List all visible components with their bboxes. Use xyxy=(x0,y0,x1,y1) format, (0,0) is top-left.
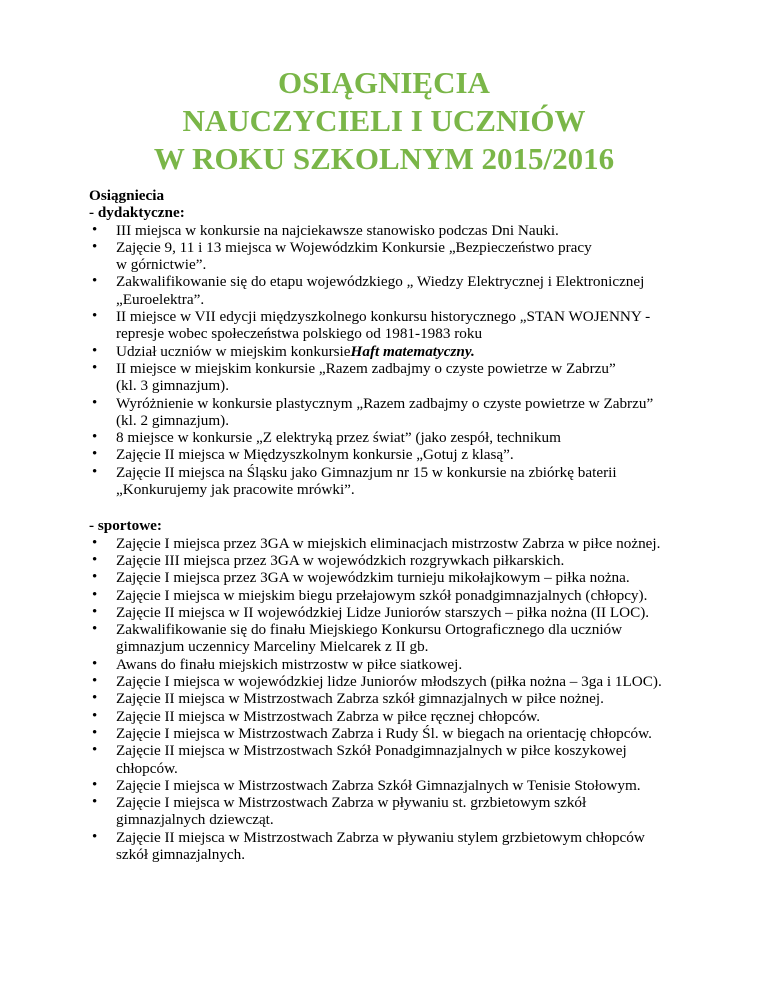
list-item-line: • II miejsce w miejskim konkursie „Razem zadbajmy o czyste powietrze w Zabrzu” xyxy=(116,359,616,377)
didactic-heading: - dydaktyczne: xyxy=(89,204,185,222)
section-heading: Osiągniecia xyxy=(89,187,165,204)
sport-list xyxy=(89,535,689,864)
list-item-line: (kl. 3 gimnazjum). xyxy=(116,377,230,395)
list-item xyxy=(89,222,689,239)
list-item xyxy=(89,829,689,864)
didactic-list xyxy=(89,222,689,499)
list-item-line: chłopców. xyxy=(116,759,178,777)
list-item-line: • II miejsce w VII edycji międzyszkolnego konkursu historycznego „STAN WOJENNY - xyxy=(116,308,651,326)
title-line: W ROKU SZKOLNYM 2015/2016 xyxy=(153,141,615,176)
sport-heading: - sportowe: xyxy=(89,517,162,535)
list-item xyxy=(89,308,689,343)
list-item-line: „Konkurujemy jak pracowite mrówki”. xyxy=(116,481,355,499)
list-item-line: • Zajęcie I miejsca przez 3GA w wojewódzkim turnieju mikołajkowym – piłka nożna. xyxy=(116,569,630,587)
list-item-line: • Zajęcie I miejsca przez 3GA w miejskich eliminacjach mistrzostw Zabrza w piłce nożnej. xyxy=(116,534,661,552)
list-item xyxy=(89,725,689,742)
list-item-line: • Awans do finału miejskich mistrzostw w piłce siatkowej. xyxy=(116,655,463,673)
list-item-line: • Zajęcie I miejsca w wojewódzkiej lidze Juniorów młodszych (piłka nożna – 3ga i 1LOC). xyxy=(116,673,662,691)
list-item xyxy=(89,429,689,446)
list-item-text: Udział uczniów w miejskim konkursie xyxy=(116,342,351,360)
list-item-line: • Zajęcie I miejsca w Mistrzostwach Zabrza w pływaniu st. grzbietowym szkół xyxy=(116,794,587,812)
title-line: NAUCZYCIELI I UCZNIÓW xyxy=(182,103,586,138)
list-item-line: • Zajęcie I miejsca w Mistrzostwach Zabrza Szkół Gimnazjalnych w Tenisie Stołowym. xyxy=(116,776,641,794)
list-item xyxy=(89,360,689,395)
list-item-line: • Zajęcie II miejsca w Mistrzostwach Zabrza szkół gimnazjalnych w piłce nożnej. xyxy=(116,690,604,708)
list-item-line: • Zajęcie II miejsca w Międzyszkolnym konkursie „Gotuj z klasą”. xyxy=(116,446,514,464)
list-item xyxy=(89,794,689,829)
list-item-line: • Zajęcie 9, 11 i 13 miejsca w Wojewódzkim Konkursie „Bezpieczeństwo pracy xyxy=(116,238,592,256)
list-item-line: • Wyróżnienie w konkursie plastycznym „Razem zadbajmy o czyste powietrze w Zabrzu” xyxy=(116,394,654,412)
list-item-line: • Zajęcie II miejsca w Mistrzostwach Zabrza w piłce ręcznej chłopców. xyxy=(116,707,541,725)
achievements-body xyxy=(89,187,689,863)
list-item-line: • Zakwalifikowanie się do etapu wojewódzkiego „ Wiedzy Elektrycznej i Elektronicznej xyxy=(116,273,645,291)
list-item-line: • III miejsca w konkursie na najciekawsze stanowisko podczas Dni Nauki. xyxy=(116,221,559,239)
list-item xyxy=(89,464,689,499)
list-item xyxy=(89,446,689,463)
list-item-line: represje wobec społeczeństwa polskiego od 1981-1983 roku xyxy=(116,325,483,343)
list-item-line: szkół gimnazjalnych. xyxy=(116,845,246,863)
list-item-line: • Zajęcie I miejsca w Mistrzostwach Zabrza i Rudy Śl. w biegach na orientację chłopców. xyxy=(116,724,652,742)
list-item-line: • Zajęcie I miejsca w miejskim biegu przełajowym szkół ponadgimnazjalnych (chłopcy). xyxy=(116,586,648,604)
list-item xyxy=(89,690,689,707)
list-item xyxy=(89,343,689,360)
list-item-line: gimnazjalnych dziewcząt. xyxy=(116,811,274,829)
list-item xyxy=(89,587,689,604)
list-item xyxy=(89,395,689,430)
list-item-line: • 8 miejsce w konkursie „Z elektryką przez świat” (jako zespół, technikum xyxy=(116,429,561,447)
list-item-line: (kl. 2 gimnazjum). xyxy=(116,411,230,429)
list-item xyxy=(89,569,689,586)
list-item xyxy=(89,777,689,794)
list-item-line: w górnictwie”. xyxy=(116,256,207,274)
list-item xyxy=(89,552,689,569)
list-item xyxy=(89,621,689,656)
list-item-line: • Zajęcie II miejsca w II wojewódzkiej Lidze Juniorów starszych – piłka nożna (II LOC). xyxy=(116,603,650,621)
list-item-line: • Zajęcie II miejsca w Mistrzostwach Zabrza w pływaniu stylem grzbietowym chłopców xyxy=(116,828,645,846)
list-item-line: • Zajęcie II miejsca na Śląsku jako Gimnazjum nr 15 w konkursie na zbiórkę baterii xyxy=(116,463,617,481)
list-item xyxy=(89,535,689,552)
list-item xyxy=(89,656,689,673)
list-item xyxy=(89,239,689,274)
list-item xyxy=(89,742,689,777)
title-line: OSIĄGNIĘCIA xyxy=(278,65,490,100)
list-item-line: • Zajęcie III miejsca przez 3GA w wojewódzkich rozgrywkach piłkarskich. xyxy=(116,551,565,569)
list-item-line: „Euroelektra”. xyxy=(116,290,205,308)
list-item xyxy=(89,604,689,621)
list-item-line: • Zakwalifikowanie się do finału Miejskiego Konkursu Ortograficznego dla uczniów xyxy=(116,621,623,639)
list-item xyxy=(89,273,689,308)
list-item xyxy=(89,708,689,725)
list-item-line xyxy=(116,343,689,360)
list-item xyxy=(89,673,689,690)
list-item-line: • Zajęcie II miejsca w Mistrzostwach Szkół Ponadgimnazjalnych w piłce koszykowej xyxy=(116,742,627,760)
list-item-line: gimnazjum uczennicy Marceliny Mielcarek z II gb. xyxy=(116,638,429,656)
contest-name-emphasis: Haft matematyczny. xyxy=(350,342,475,360)
page-title xyxy=(0,64,768,178)
